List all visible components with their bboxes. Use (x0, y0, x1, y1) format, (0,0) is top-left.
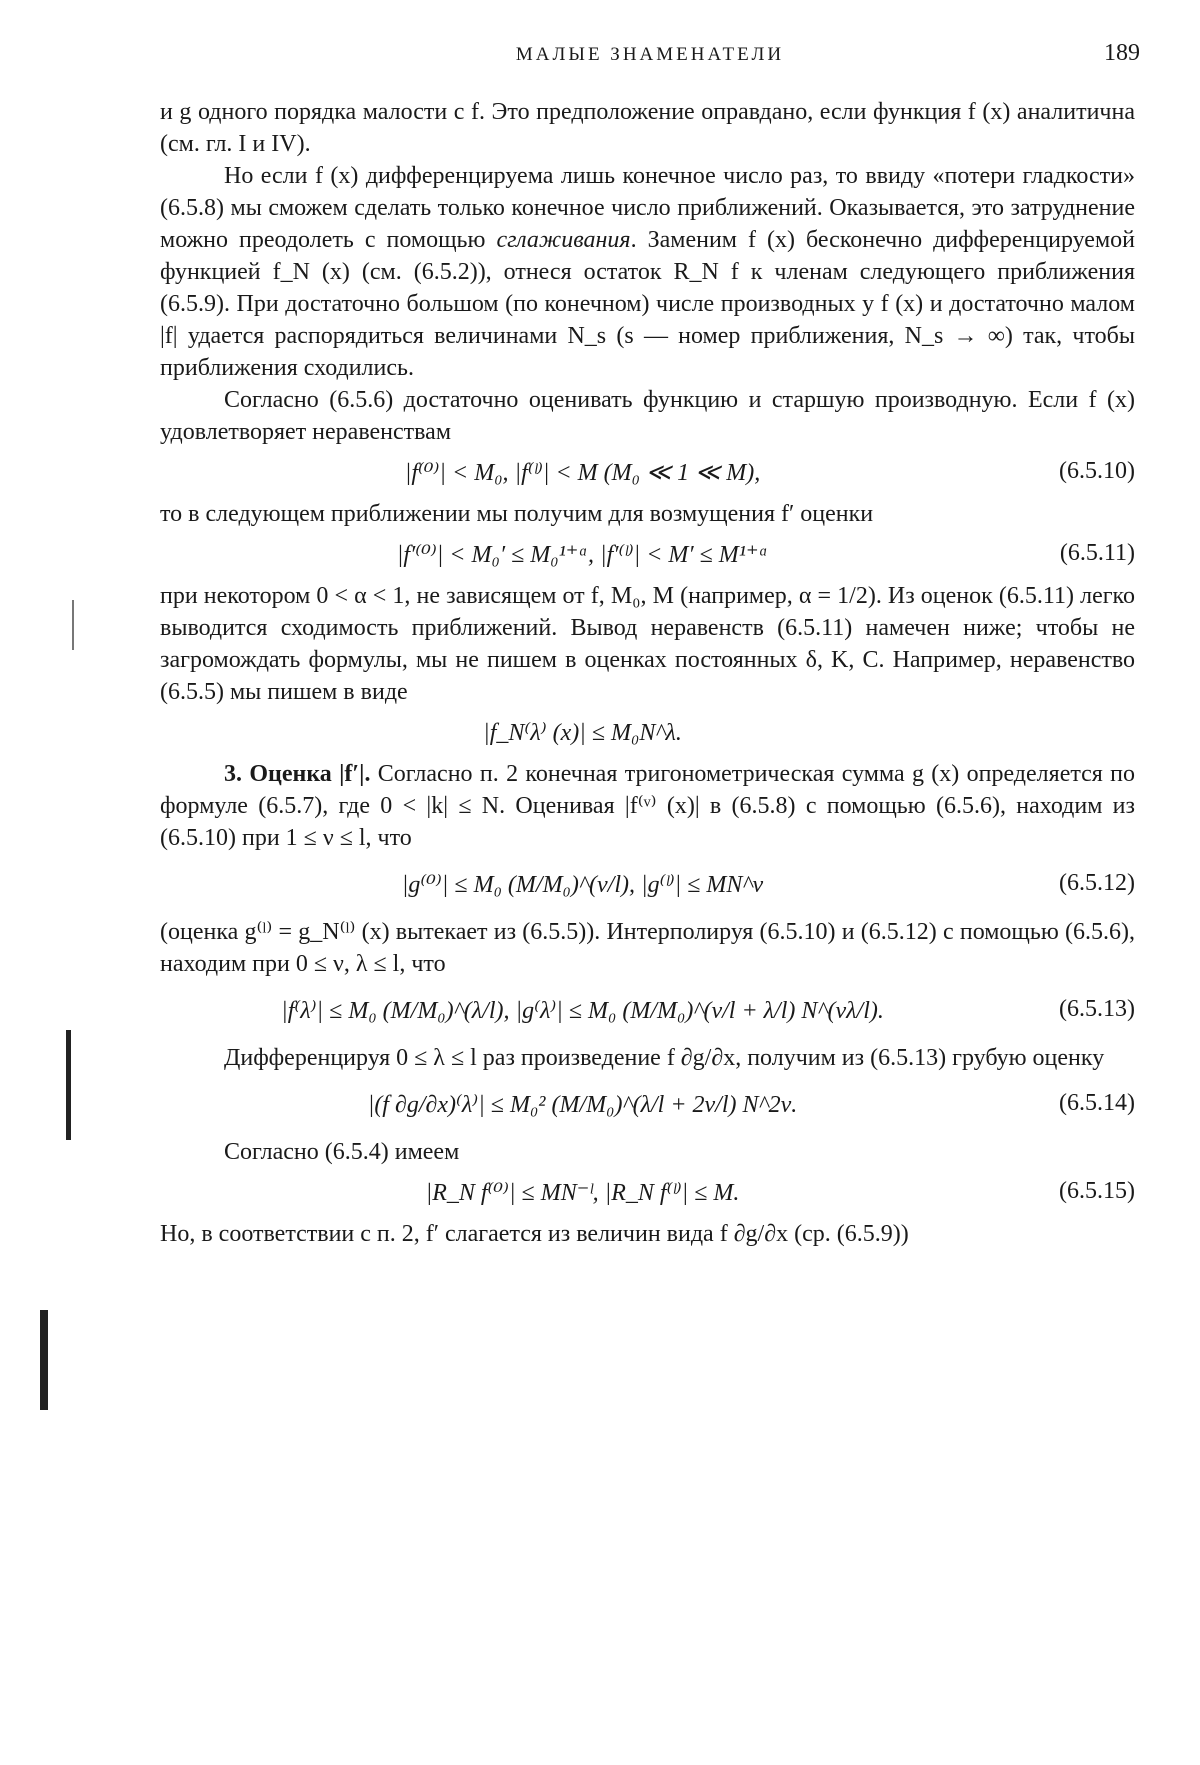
equation-formula: |(f ∂g/∂x)⁽λ⁾| ≤ M₀² (M/M₀)^(λ/l + 2ν/l) N^2ν. (367, 1092, 798, 1118)
scan-artifact (72, 600, 74, 650)
equation-number: (6.5.14) (1059, 1090, 1135, 1116)
equation-formula: |f⁽⁰⁾| < M₀, |f⁽ˡ⁾| < M (M₀ ≪ 1 ≪ M), (404, 460, 761, 486)
section-title: 3. Оценка |f′|. (224, 761, 371, 787)
equation-formula: |f⁽λ⁾| ≤ M₀ (M/M₀)^(λ/l), |g⁽λ⁾| ≤ M₀ (M/M₀)^(ν/l + λ/l) N^(νλ/l). (281, 998, 884, 1024)
running-title: МАЛЫЕ ЗНАМЕНАТЕЛИ (515, 44, 785, 65)
equation-number: (6.5.13) (1059, 996, 1135, 1022)
paragraph-6 (160, 758, 1135, 854)
paragraph-2 (160, 160, 1135, 384)
paragraph-2-part-a: Но если f (x) дифференцируема лишь конечное число раз, то ввиду «потери гладкости» (6.5.8) мы сможем сделать только конечное число приближений. Оказывается, это затруднение можно преодолеть с помощью (160, 163, 1135, 253)
paragraph-7: (оценка g⁽ˡ⁾ = g_N⁽ˡ⁾ (x) вытекает из (6.5.5)). Интерполируя (6.5.10) и (6.5.12) с помощью (6.5.6), находим при 0 ≤ ν, λ ≤ l, что (160, 919, 1135, 977)
paragraph-4: то в следующем приближении мы получим для возмущения f′ оценки (160, 501, 874, 527)
equation-unnumbered (160, 708, 1135, 758)
equation-6-5-10 (160, 448, 1135, 498)
paragraph-6-text: Согласно п. 2 конечная тригонометрическая сумма g (x) определяется по формуле (6.5.7), где 0 < |k| ≤ N. Оценивая |f⁽ᵛ⁾ (x)| в (6.5.8) с помощью (6.5.6), находим из (6.5.10) при 1 ≤ ν ≤ l, что (160, 761, 1136, 851)
equation-6-5-12 (160, 854, 1135, 916)
paragraph-3: Согласно (6.5.6) достаточно оценивать функцию и старшую производную. Если f (x) удовлетворяет неравенствам (160, 387, 1135, 445)
equation-number: (6.5.10) (1059, 458, 1135, 484)
paragraph-10: Но, в соответствии с п. 2, f′ слагается из величин вида f ∂g/∂x (ср. (6.5.9)) (160, 1221, 909, 1247)
equation-number: (6.5.12) (1059, 870, 1135, 896)
paragraph-5: при некотором 0 < α < 1, не зависящем от f, M₀, M (например, α = 1/2). Из оценок (6.5.11) легко выводится сходимость приближений. Вывод неравенств (6.5.11) намечен ниже; чтобы не загромождать формулы, мы не пишем в оценках постоянных δ, K, C. Например, неравенство (6.5.5) мы пишем в виде (160, 583, 1135, 705)
paragraph-2-part-b: . Заменим f (x) бесконечно дифференцируемой функцией f_N (x) (см. (6.5.2)), отнеся остаток R_N f к членам следующего приближения (6.5.9). При достаточно большом (по конечном) числе производных у f (x) и достаточно малом |f| удается распорядиться величинами N_s (s — номер приближения, N_s → ∞) так, чтобы приближения сходились. (160, 227, 1135, 381)
scan-artifact (40, 1310, 48, 1410)
scan-artifact (66, 1030, 71, 1140)
equation-6-5-11 (160, 530, 1135, 580)
equation-number: (6.5.15) (1059, 1178, 1135, 1204)
equation-formula: |f′⁽⁰⁾| < M₀′ ≤ M₀¹⁺ᵅ, |f′⁽ˡ⁾| < M′ ≤ M¹⁺ᵅ (396, 542, 769, 568)
paragraph-8: Дифференцируя 0 ≤ λ ≤ l раз произведение f ∂g/∂x, получим из (6.5.13) грубую оценку (224, 1045, 1105, 1071)
equation-6-5-15 (160, 1168, 1135, 1218)
equation-formula: |f_N⁽λ⁾ (x)| ≤ M₀N^λ. (483, 720, 682, 746)
equation-formula: |g⁽⁰⁾| ≤ M₀ (M/M₀)^(ν/l), |g⁽ˡ⁾| ≤ MN^ν (401, 872, 764, 898)
equation-6-5-13 (160, 980, 1135, 1042)
paragraph-1: и g одного порядка малости с f. Это предположение оправдано, если функция f (x) аналитична (см. гл. I и IV). (160, 99, 1135, 157)
equation-6-5-14 (160, 1074, 1135, 1136)
paragraph-9: Согласно (6.5.4) имеем (224, 1139, 460, 1165)
running-head (160, 40, 1140, 70)
text-column (160, 96, 1135, 1250)
page-number: 189 (1104, 40, 1140, 66)
equation-formula: |R_N f⁽⁰⁾| ≤ MN⁻ˡ, |R_N f⁽ˡ⁾| ≤ M. (425, 1180, 740, 1206)
emphasis-smoothing: сглаживания (496, 227, 631, 253)
equation-number: (6.5.11) (1059, 540, 1135, 566)
